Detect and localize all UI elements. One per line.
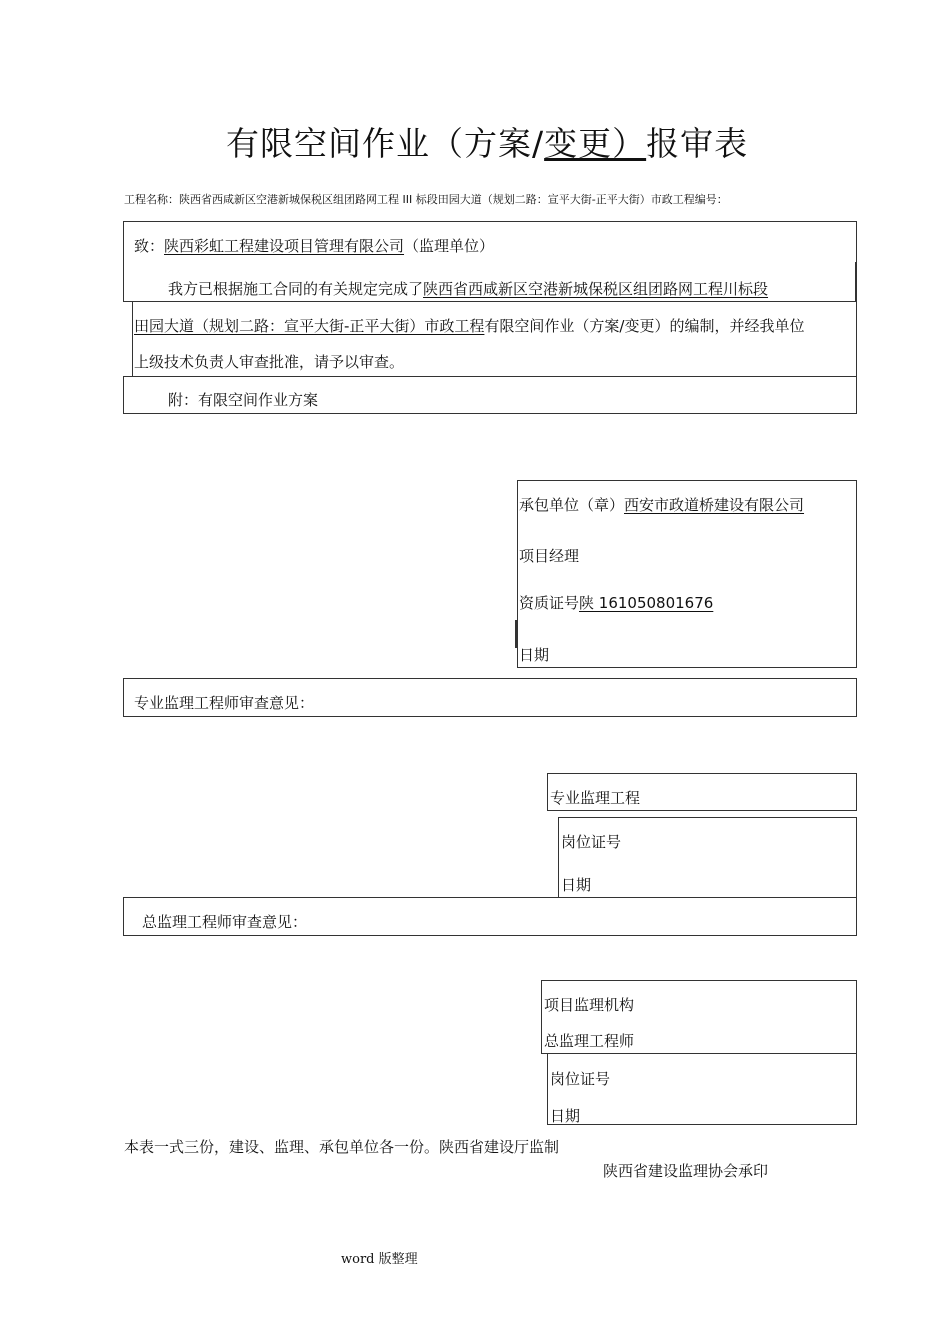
qualification-label: 资质证号 [519,594,580,612]
contractor-unit-name: 西安市政道桥建设有限公司 [624,496,805,514]
project-name-line: 工程名称：陕西省西咸新区空港新城保税区组团路网工程 III 标段田园大道（规划二路：宣平大街-正平大街）市政工程编号： [124,193,728,206]
chief-cert-box [547,1053,857,1125]
attachment-line: 附：有限空间作业方案 [168,391,319,409]
addressee-prefix: 致： [134,237,165,255]
letter-line-2 [134,317,804,335]
title-part-3: 报审表 [646,124,749,163]
letter-line-3: 上级技术负责人审查批准，请予以审查。 [134,353,405,371]
chief-cert-label: 岗位证号 [550,1070,611,1088]
printer-note: 陕西省建设监理协会承印 [603,1162,769,1180]
chief-org-label: 项目监理机构 [544,996,635,1014]
contractor-date-label: 日期 [519,646,550,664]
specialist-engineer-label: 专业监理工程 [550,789,641,807]
letter-line-1-project: 陕西省西咸新区空港新城保税区组团路网工程川标段 [423,280,769,298]
chief-engineer-label: 总监理工程师 [544,1032,635,1050]
qualification-number: 陕 161050801676 [579,594,714,612]
qualification-line [519,594,713,612]
contractor-unit-label: 承包单位（章） [519,496,625,514]
addressee-line [134,237,494,255]
specialist-opinion-label: 专业监理工程师审查意见： [134,694,315,712]
letter-line-2-rest: 有限空间作业（方案/变更）的编制，并经我单位 [484,317,805,335]
title-part-1: 有限空间作业（方案/ [226,124,545,163]
project-manager-label: 项目经理 [519,547,580,565]
addressee-suffix: （监理单位） [404,237,495,255]
letter-line-2-project: 田园大道（规划二路：宣平大街-正平大街）市政工程 [134,317,485,335]
form-title [226,124,748,164]
letter-line-1-prefix: 我方已根据施工合同的有关规定完成了 [168,280,424,298]
contractor-box-divider [515,620,517,648]
chief-opinion-label: 总监理工程师审查意见： [142,913,308,931]
title-part-2: 变更） [544,124,647,163]
addressee-unit: 陕西彩虹工程建设项目管理有限公司 [164,237,405,255]
watermark-text: word 版整理 [341,1252,418,1267]
specialist-date-label: 日期 [561,876,592,894]
specialist-cert-label: 岗位证号 [561,833,622,851]
copies-note: 本表一式三份，建设、监理、承包单位各一份。陕西省建设厅监制 [124,1138,560,1156]
specialist-cert-box [558,817,857,898]
letter-box-right-ext [855,262,857,302]
contractor-unit-line [519,496,804,514]
chief-date-label: 日期 [550,1107,581,1125]
letter-line-1 [168,280,768,298]
